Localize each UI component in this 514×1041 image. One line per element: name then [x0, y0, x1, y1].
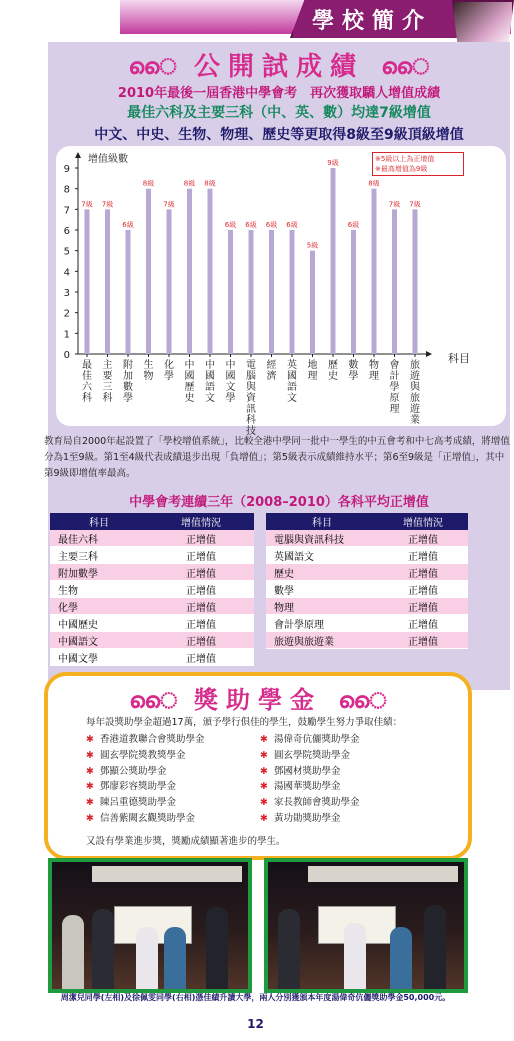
table-row — [266, 598, 468, 615]
chart-note — [372, 152, 464, 176]
scholarship-item-label: 香港道教聯合會獎助學金 — [99, 734, 205, 745]
category-label: 數學 — [348, 360, 359, 382]
scholarship-item-label: 陳呂重德獎助學金 — [99, 797, 176, 809]
bar-value-label: 8級 — [368, 179, 380, 188]
scholarship-title-text: 獎助學金 — [194, 686, 322, 714]
y-tick-label: 4 — [63, 267, 70, 279]
star-icon: ✱ — [260, 749, 268, 761]
bar-value-label: 6級 — [224, 221, 237, 229]
chart-note-line: ※5級以上為正增值 — [375, 155, 435, 163]
photo-person — [424, 905, 446, 989]
scholarship-item-label: 鄧顯公獎助學金 — [99, 765, 167, 777]
y-tick-label: 8 — [63, 184, 70, 196]
status-cell: 正增值 — [148, 615, 254, 632]
bar — [269, 230, 274, 354]
chart-note-line: ※最高增值為9級 — [375, 165, 428, 173]
chart-svg — [56, 146, 506, 437]
y-tick-label: 5 — [63, 246, 70, 258]
status-cell: 正增值 — [378, 632, 468, 649]
subject-cell: 會計學原理 — [266, 615, 378, 632]
category-label: 附加數學 — [123, 360, 133, 404]
status-cell: 正增值 — [148, 598, 254, 615]
category-label: 化學 — [164, 360, 174, 382]
subject-cell: 中國歷史 — [50, 615, 148, 632]
status-cell: 正增值 — [378, 615, 468, 632]
subject-cell: 電腦與資訊科技 — [266, 530, 378, 547]
subject-cell: 主要三科 — [50, 547, 148, 564]
bar-value-label: 7級 — [101, 200, 114, 209]
scholarship-item — [86, 778, 204, 794]
y-tick-label: 7 — [63, 205, 70, 217]
star-icon: ✱ — [86, 765, 94, 777]
intro-paragraph: 教育局自2000年起設置了「學校增值系統」，比較全港中學同一批中一學生的中五會考和中七高考成績，將增值分為1至9級。第1至4級代表成績退步出現「負增值」；第5級表示成績維持水平；第6至9級是「正增值」，其中第9級即增值率最高。 — [44, 436, 510, 479]
category-label: 地理 — [307, 360, 318, 382]
subject-cell: 旅遊與旅遊業 — [266, 632, 378, 649]
star-icon: ✱ — [86, 812, 94, 824]
scholarship-item-label: 圓玄學院獎教獎學金 — [99, 749, 186, 761]
swirl-left-icon: ൈ — [129, 688, 178, 714]
photo-person — [62, 915, 84, 989]
page-header — [0, 0, 511, 40]
y-tick-label: 3 — [63, 288, 70, 299]
photo-person — [390, 927, 412, 989]
table-row — [50, 530, 254, 547]
status-cell: 正增值 — [378, 581, 468, 598]
bar-value-label: 6級 — [347, 221, 360, 229]
table-row — [266, 615, 468, 632]
bar — [228, 230, 233, 354]
y-tick-label: 0 — [63, 350, 70, 361]
col-status-header: 增值情況 — [148, 513, 254, 530]
col-status-header: 增值情況 — [378, 513, 468, 530]
scholarship-item — [86, 731, 204, 747]
bar-value-label: 8級 — [183, 179, 196, 188]
col-subject-header: 科目 — [266, 513, 378, 530]
status-cell: 正增值 — [378, 530, 468, 547]
subject-cell: 中國語文 — [50, 632, 148, 649]
scholarship-item-label: 家長教師會獎助學金 — [273, 797, 360, 809]
scholarship-item-label: 圓玄學院獎助學金 — [273, 749, 350, 761]
subject-cell: 英國語文 — [266, 547, 378, 564]
headline-1: 2010年最後一屆香港中學會考 再次獲取驕人增值成績 — [117, 86, 441, 101]
category-label: 主要三科 — [102, 360, 113, 404]
scholarship-item — [260, 778, 359, 794]
x-axis-label: 科目 — [448, 352, 470, 365]
table-row — [50, 581, 254, 598]
swirl-right-icon: ൈ — [381, 55, 430, 80]
page-number: 12 — [247, 1017, 264, 1031]
photo-person — [164, 927, 186, 989]
bar-value-label: 8級 — [142, 179, 155, 188]
bar-value-label: 7級 — [388, 200, 401, 209]
status-cell: 正增值 — [148, 581, 254, 598]
bar — [187, 189, 192, 354]
y-axis-arrow-icon — [75, 152, 81, 158]
y-tick-label: 9 — [63, 164, 70, 175]
table-row — [266, 564, 468, 581]
bar-value-label: 5級 — [306, 241, 319, 250]
category-label: 生物 — [143, 360, 154, 382]
scholarship-list-right — [260, 731, 359, 826]
scholarship-item — [260, 731, 359, 747]
table-row — [50, 564, 254, 581]
swirl-left-icon: ൈ — [128, 55, 177, 80]
bar-value-label: 7級 — [81, 200, 93, 209]
table-row — [266, 632, 468, 649]
star-icon: ✱ — [260, 812, 268, 824]
bar-value-label: 6級 — [245, 221, 257, 229]
table-row — [50, 598, 254, 615]
bar — [126, 230, 131, 354]
photo-person — [136, 927, 158, 989]
table-row — [50, 615, 254, 632]
category-label: 英國語文 — [287, 360, 297, 404]
bar-value-label: 6級 — [265, 221, 278, 229]
bar — [413, 209, 418, 354]
value-added-chart — [56, 146, 506, 437]
bar — [392, 209, 397, 354]
scholarship-item — [260, 763, 359, 779]
x-axis-arrow-icon — [426, 351, 432, 357]
bar-value-label: 6級 — [286, 221, 298, 229]
bar — [290, 230, 295, 354]
award-photo-right — [264, 858, 468, 993]
category-label: 歷史 — [328, 360, 338, 382]
photo-banner — [92, 866, 242, 882]
scholarship-item-label: 黃功勛獎助學金 — [273, 812, 341, 824]
scholarship-intro: 每年設獎助學金超過17萬，頒予學行俱佳的學生，鼓勵學生努力爭取佳績： — [86, 717, 403, 728]
category-label: 中國文學 — [225, 360, 236, 404]
photo-banner — [308, 866, 458, 882]
bar-value-label: 7級 — [163, 200, 175, 209]
table-row — [266, 581, 468, 598]
headline-3: 中文、中史、生物、物理、歷史等更取得8級至9級頂級增值 — [94, 127, 464, 143]
star-icon: ✱ — [260, 781, 268, 793]
subject-cell: 生物 — [50, 581, 148, 598]
scholarship-item — [86, 763, 204, 779]
bar — [331, 168, 336, 354]
subject-cell: 歷史 — [266, 564, 378, 581]
scholarship-box — [44, 672, 472, 860]
status-cell: 正增值 — [148, 530, 254, 547]
star-icon: ✱ — [86, 749, 94, 761]
subject-cell: 中國文學 — [50, 649, 148, 666]
status-cell: 正增值 — [148, 649, 254, 666]
subject-cell: 數學 — [266, 581, 378, 598]
y-tick-label: 1 — [63, 329, 70, 341]
table-title: 中學會考連續三年（2008–2010）各科平均正增值 — [129, 495, 429, 510]
value-added-table-left — [50, 513, 254, 666]
table-row — [266, 547, 468, 564]
scholarship-item — [260, 794, 359, 810]
star-icon: ✱ — [260, 797, 268, 809]
category-label: 會計學原理 — [389, 360, 400, 415]
header-title: 學校簡介 — [312, 9, 433, 34]
category-label: 中國語文 — [205, 360, 215, 404]
bar — [372, 189, 377, 354]
table-row — [50, 547, 254, 564]
results-title-text: 公開試成績 — [193, 52, 364, 82]
bar — [105, 209, 110, 354]
category-label: 經濟 — [266, 360, 277, 382]
star-icon: ✱ — [86, 781, 94, 793]
status-cell: 正增值 — [378, 564, 468, 581]
star-icon: ✱ — [260, 765, 268, 777]
photo-person — [278, 909, 300, 989]
table-row — [50, 632, 254, 649]
star-icon: ✱ — [86, 797, 94, 809]
star-icon: ✱ — [260, 734, 268, 745]
y-tick-label: 2 — [63, 308, 70, 320]
category-label: 中國歷史 — [184, 360, 195, 404]
bar — [249, 230, 254, 354]
scholarship-item — [86, 794, 204, 810]
scholarship-item-label: 鄧國材獎助學金 — [273, 765, 341, 777]
scholarship-outro: 又設有學業進步獎，獎勵成績顯著進步的學生。 — [86, 836, 286, 847]
bar — [351, 230, 356, 354]
status-cell: 正增值 — [148, 632, 254, 649]
bar — [85, 209, 90, 354]
category-label: 旅遊與旅遊業 — [410, 360, 420, 426]
bar-value-label: 7級 — [409, 200, 421, 209]
photo-person — [344, 923, 366, 989]
status-cell: 正增值 — [378, 547, 468, 564]
bar-value-label: 6級 — [122, 221, 134, 229]
subject-cell: 物理 — [266, 598, 378, 615]
swirl-right-icon: ൈ — [338, 688, 387, 714]
photo-caption: 周潔兒同學(左相)及徐佩雯同學(右相)憑佳績升讀大學，兩人分別獲頒本年度湯偉奇伉儷獎助學金50,000元。 — [60, 993, 451, 1002]
scholarship-item — [260, 747, 359, 763]
status-cell: 正增值 — [148, 564, 254, 581]
table-row — [266, 530, 468, 547]
results-title — [48, 46, 510, 83]
subject-cell: 化學 — [50, 598, 148, 615]
y-axis-label: 增值級數 — [88, 154, 128, 165]
scholarship-item — [86, 810, 204, 826]
bar — [310, 251, 315, 354]
category-label: 最佳六科 — [82, 360, 92, 404]
bar — [208, 189, 213, 354]
subject-cell: 最佳六科 — [50, 530, 148, 547]
category-label: 物理 — [369, 360, 379, 382]
scholarship-item-label: 湯國華獎助學金 — [273, 781, 341, 793]
scholarship-item-label: 鄧廖彩容獎助學金 — [99, 781, 176, 793]
scholarship-title — [48, 680, 468, 715]
col-subject-header: 科目 — [50, 513, 148, 530]
scholarship-item-label: 信善紫闕玄觀獎助學金 — [99, 812, 195, 824]
subject-cell: 附加數學 — [50, 564, 148, 581]
photo-person — [206, 907, 228, 989]
scholarship-list-left — [86, 731, 204, 826]
category-label: 電腦與資訊科技 — [246, 360, 256, 437]
bar-value-label: 9級 — [327, 159, 339, 167]
headline-2: 最佳六科及主要三科（中、英、數）均達7級增值 — [127, 105, 431, 121]
status-cell: 正增值 — [378, 598, 468, 615]
award-photo-left — [48, 858, 252, 993]
bar-value-label: 8級 — [204, 179, 216, 188]
value-added-table-right — [266, 513, 468, 649]
y-tick-label: 6 — [63, 226, 70, 237]
scholarship-item — [86, 747, 204, 763]
photo-person — [92, 909, 114, 989]
scholarship-item — [260, 810, 359, 826]
status-cell: 正增值 — [148, 547, 254, 564]
table-row — [50, 649, 254, 666]
results-panel — [44, 42, 510, 690]
bar — [167, 209, 172, 354]
star-icon: ✱ — [86, 734, 94, 745]
bar — [146, 189, 151, 354]
scholarship-item-label: 湯偉奇伉儷獎助學金 — [273, 734, 360, 745]
